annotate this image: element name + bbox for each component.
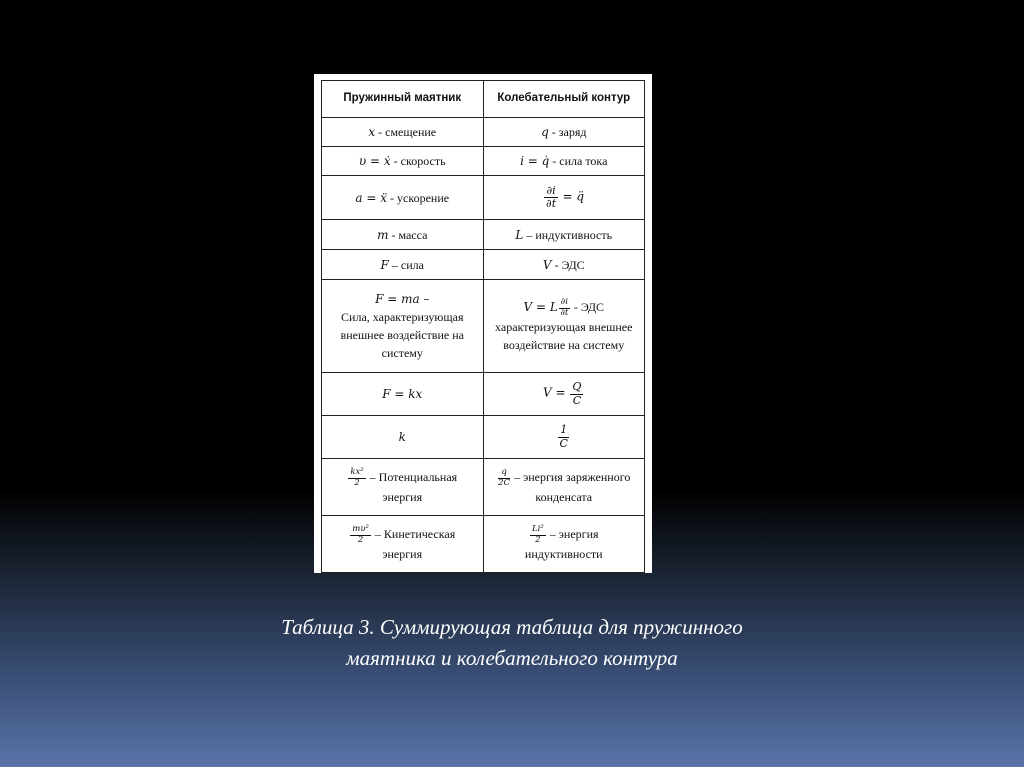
table-row [322,280,645,373]
cell-mass: m - масса [322,220,484,250]
table-row [322,250,645,280]
table-row [322,220,645,250]
table-image [314,74,652,573]
cell-external-force: F = ma – Сила, характеризующая внешнее воздействие на систему [322,280,484,373]
cell-hooke-law: F = kx [322,373,484,416]
cell-current-derivative: $\frac{\partial i}{\partial t}$ = q̈ [483,176,645,220]
cell-inductor-energy: $\frac{\text{Li²}}{2}$ – энергия индуктивности [483,516,645,573]
cell-inverse-capacitance: $\frac{1}{C}$ [483,416,645,459]
cell-potential-energy: $\frac{\text{kx²}}{2}$ – Потенциальная энергия [322,459,484,516]
cell-external-emf: V = L $\frac{\partial i}{\partial t}$ - ЭДС характеризующая внешнее воздействие на систему [483,280,645,373]
cell-inductance: L – индуктивность [483,220,645,250]
header-oscillating-circuit: Колебательный контур [483,81,645,118]
summary-table [321,80,645,573]
caption-line-1: Таблица 3. Суммирующая таблица для пружинного [281,615,743,639]
cell-current: i = q̇ - сила тока [483,147,645,176]
table-row [322,147,645,176]
cell-emf: V - ЭДС [483,250,645,280]
table-row [322,416,645,459]
table-row [322,176,645,220]
table-row [322,516,645,573]
cell-stiffness: k [322,416,484,459]
header-spring-pendulum: Пружинный маятник [322,81,484,118]
cell-force: F – сила [322,250,484,280]
cell-acceleration: a = ẍ - ускорение [322,176,484,220]
slide-caption [0,612,1024,674]
cell-displacement: x - смещение [322,118,484,147]
table-header-row [322,81,645,118]
table-row [322,373,645,416]
cell-kinetic-energy: $\frac{\text{mυ²}}{2}$ – Кинетическая энергия [322,516,484,573]
cell-capacitor-voltage: V = $\frac{Q}{C}$ [483,373,645,416]
table-row [322,118,645,147]
cell-velocity: υ = ẋ - скорость [322,147,484,176]
cell-charge: q - заряд [483,118,645,147]
table-row [322,459,645,516]
caption-line-2: маятника и колебательного контура [346,646,678,670]
cell-capacitor-energy: $\frac{q}{2C}$ – энергия заряженного конденсата [483,459,645,516]
